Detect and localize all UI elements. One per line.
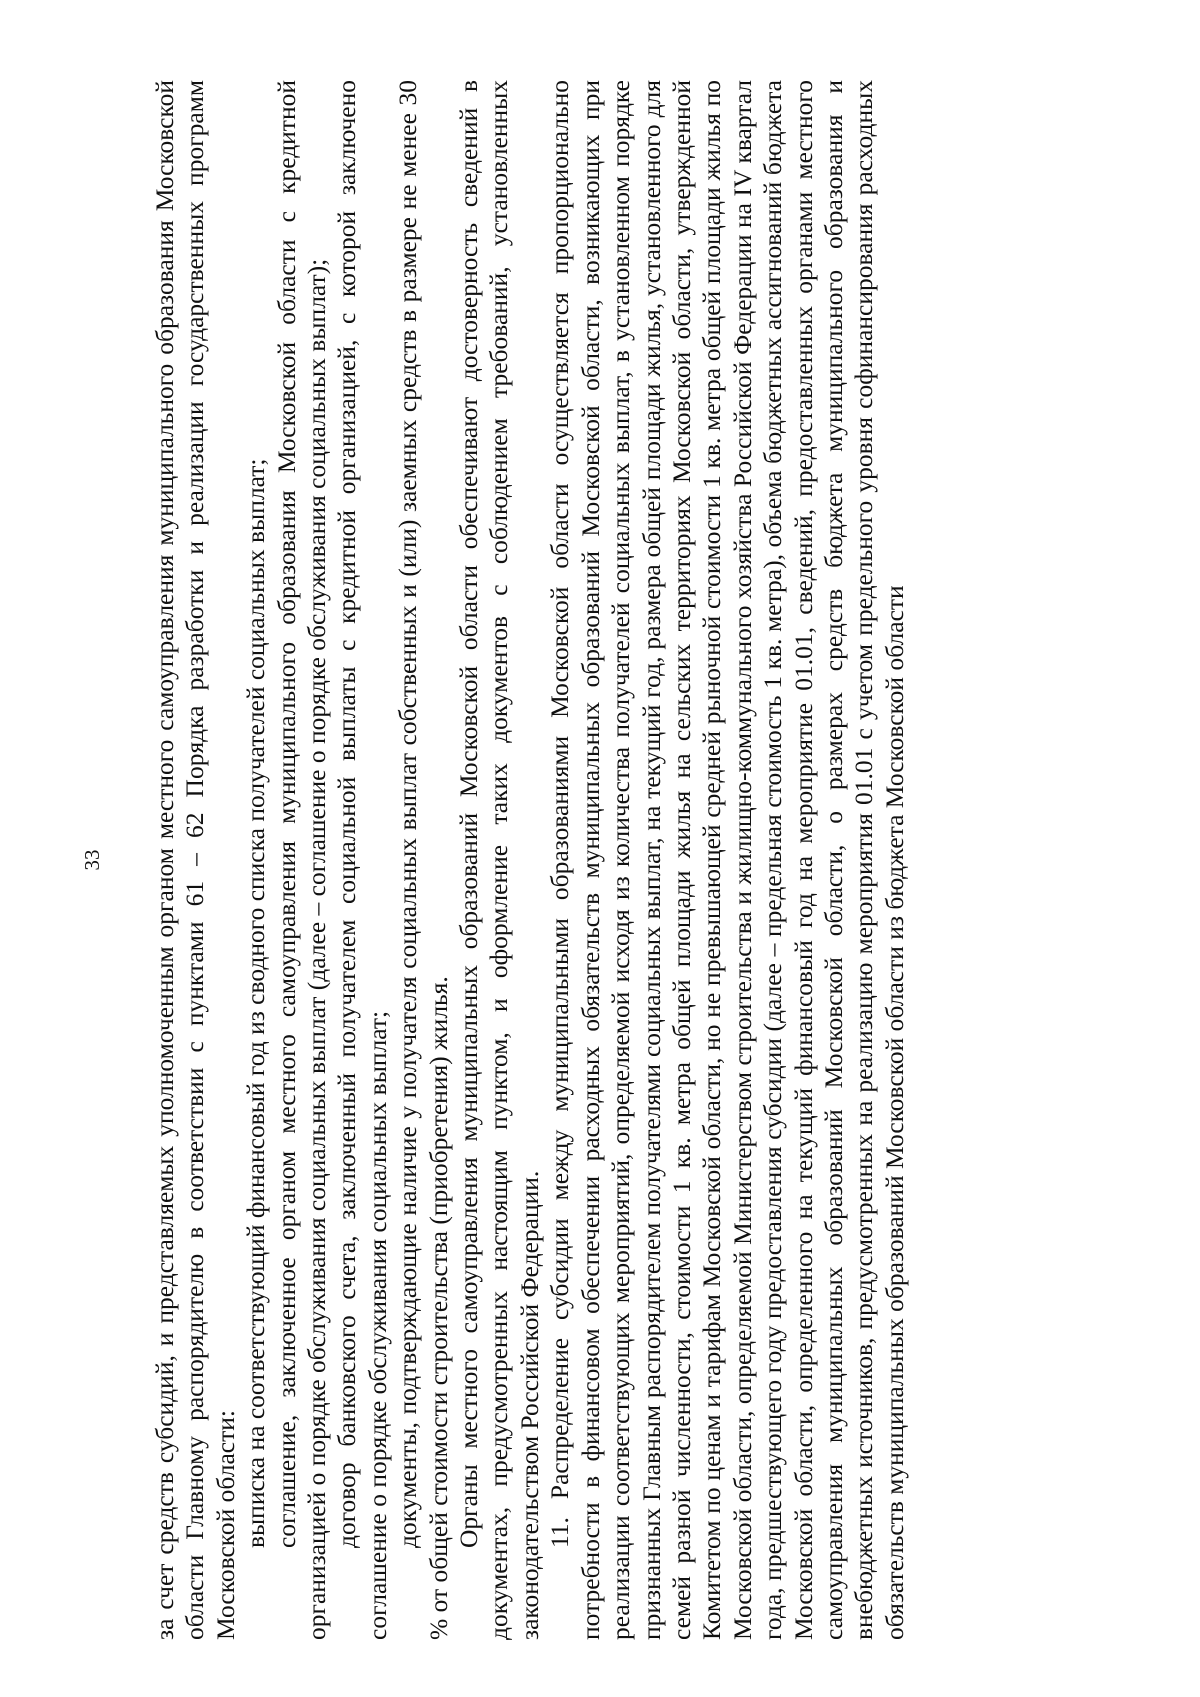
paragraph-intro: за счет средств субсидий, и представляемых уполномоченным органом местного самоуправления муниципального образования Московской области Главному распорядителю в соответствии с пунктами 61 – 62 Порядка разработки и реализации государственных программ Московской области: (150, 80, 240, 1640)
rotated-text-block (80, 80, 1200, 1640)
paragraph-list-item: выписка на соответствующий финансовый год из сводного списка получателей социальных выплат; (241, 458, 271, 1548)
paragraph-list-item: договор банковского счета, заключенный получателем социальной выплаты с кредитной организацией, с которой заключено соглашение о порядке обслуживания социальных выплат; (332, 80, 392, 1640)
paragraph-list-item: документы, подтверждающие наличие у получателя социальных выплат собственных и (или) заемных средств в размере не менее 30 % от общей стоимости строительства (приобретения) жилья. (393, 80, 453, 1640)
paragraph-body: Органы местного самоуправления муниципальных образований Московской области обеспечивают достоверность сведений в документах, предусмотренных настоящим пунктом, и оформление таких документов с соблюдением требований, установленных законодательством Российской Федерации. (454, 80, 544, 1640)
document-body (150, 80, 910, 1640)
paragraph-section-11: 11. Распределение субсидии между муниципальными образованиями Московской области осуществляется пропорционально потребности в финансовом обеспечении расходных обязательств муниципальных образований Московской области, возникающих при реализации соответствующих мероприятий, определяемой исходя из количества получателей социальных выплат, в установленном порядке признанных Главным распорядителем получателями социальных выплат, на текущий год, размера общей площади жилья, установленного для семей разной численности, стоимости 1 кв. метра общей площади жилья на сельских территориях Московской области, утвержденной Комитетом по ценам и тарифам Московской области, но не превышающей средней рыночной стоимости 1 кв. метра общей площади жилья по Московской области, определяемой Министерством строительства и жилищно-коммунального хозяйства Российской Федерации на IV квартал года, предшествующего году предоставления субсидии (далее – предельная стоимость 1 кв. метра), объема бюджетных ассигнований бюджета Московской области, определенного на текущий финансовый год на мероприятие 01.01, сведений, предоставленных органами местного самоуправления муниципальных образований Московской области, о размерах средств бюджета муниципального образования и внебюджетных источников, предусмотренных на реализацию мероприятия 01.01 с учетом предельного уровня софинансирования расходных обязательств муниципальных образований Московской области из бюджета Московской области (545, 80, 909, 1640)
paragraph-list-item: соглашение, заключенное органом местного самоуправления муниципального образования Московской области с кредитной организацией о порядке обслуживания социальных выплат (далее – соглашение о порядке обслуживания социальных выплат); (271, 80, 332, 1640)
page-number: 33 (80, 849, 104, 871)
